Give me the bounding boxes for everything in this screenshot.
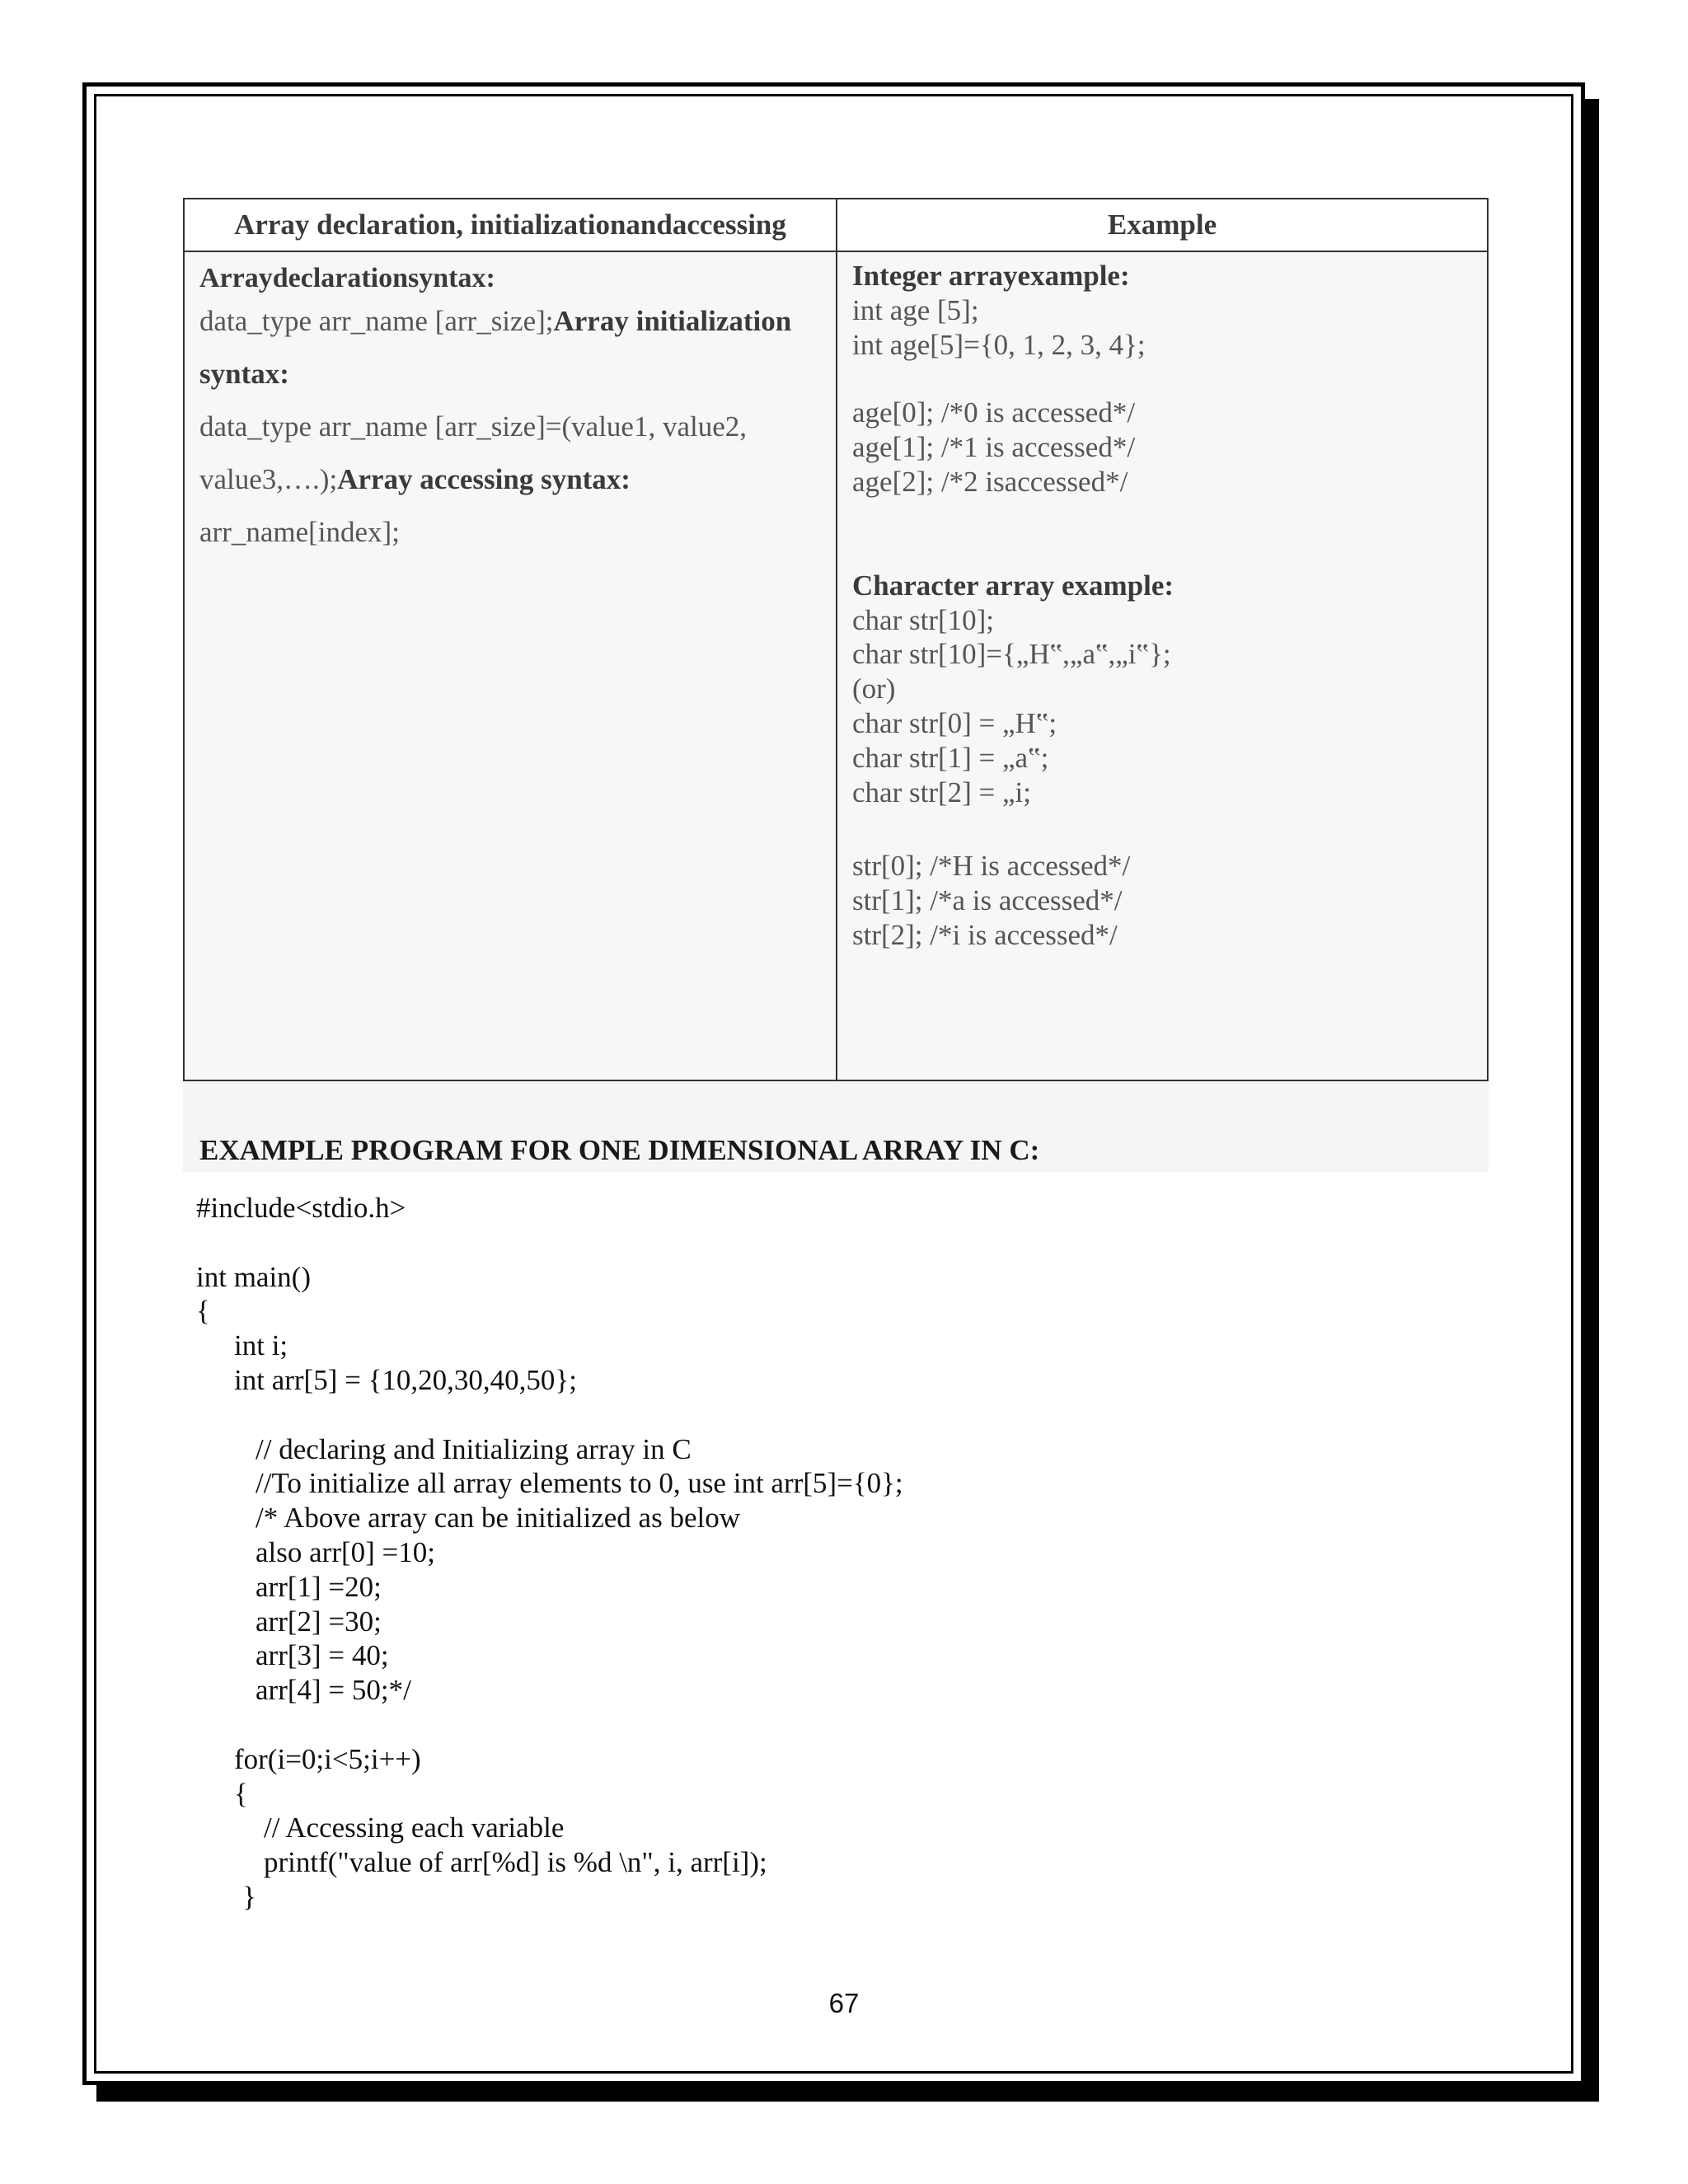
code-line: int arr[5] = {10,20,30,40,50};: [234, 1363, 577, 1396]
code-blank-line: [196, 1708, 903, 1742]
example-line: int age [5];: [852, 293, 979, 326]
code-line: also arr[0] =10;: [256, 1535, 435, 1568]
example-line: char str[2] = „i;: [852, 776, 1032, 808]
example-line: str[2]; /*i is accessed*/: [852, 918, 1118, 951]
example-line: str[1]; /*a is accessed*/: [852, 884, 1123, 917]
code-line: arr[1] =20;: [256, 1570, 382, 1603]
accessing-syntax-heading: Array accessing syntax:: [337, 463, 631, 495]
example-line: char str[10]={„H‟,„a‟,„i‟};: [852, 638, 1171, 671]
code-line: }: [242, 1880, 256, 1913]
code-blank-line: [196, 1226, 903, 1260]
header-declaration-column: Array declaration, initializationandaccessing: [184, 199, 837, 251]
code-line: /* Above array can be initialized as below: [256, 1502, 740, 1535]
code-line: int i;: [234, 1329, 288, 1362]
initialization-syntax-heading: Array initialization: [553, 305, 792, 337]
initialization-syntax-line2: value3,….);Array accessing syntax:: [199, 463, 631, 495]
code-line: arr[4] = 50;*/: [256, 1674, 411, 1707]
code-line: arr[2] =30;: [256, 1605, 382, 1638]
example-cell: [837, 251, 1488, 1080]
integer-example-heading: Integer arrayexample:: [852, 260, 1130, 292]
example-line: age[1]; /*1 is accessed*/: [852, 431, 1136, 464]
code-listing: [196, 1191, 903, 1915]
array-syntax-table: [183, 198, 1489, 1081]
code-line: //To initialize all array elements to 0, use int arr[5]={0};: [256, 1467, 903, 1500]
example-line: char str[0] = „H‟;: [852, 706, 1057, 739]
section-title: EXAMPLE PROGRAM FOR ONE DIMENSIONAL ARRAY IN C:: [199, 1134, 1040, 1166]
accessing-syntax: arr_name[index];: [199, 516, 400, 548]
table-header-row: [184, 199, 1488, 251]
example-line: int age[5]={0, 1, 2, 3, 4};: [852, 328, 1146, 361]
example-line: char str[10];: [852, 603, 995, 636]
example-line: str[0]; /*H is accessed*/: [852, 850, 1131, 883]
example-line: age[2]; /*2 isaccessed*/: [852, 465, 1128, 498]
code-blank-line: [196, 1398, 903, 1432]
code-line: // declaring and Initializing array in C: [256, 1432, 692, 1465]
page-number: 67: [828, 1988, 860, 2018]
declaration-syntax-heading: Arraydeclarationsyntax:: [199, 263, 495, 293]
code-line: for(i=0;i<5;i++): [234, 1742, 421, 1775]
code-line: arr[3] = 40;: [256, 1639, 389, 1672]
declaration-syntax: data_type arr_name [arr_size];: [199, 305, 554, 337]
character-example-heading: Character array example:: [852, 569, 1175, 602]
example-line: age[0]; /*0 is accessed*/: [852, 396, 1136, 429]
code-line: #include<stdio.h>: [196, 1192, 406, 1224]
code-line: int main(): [196, 1260, 311, 1293]
declaration-syntax-line: [199, 295, 836, 348]
initialization-syntax-line1: data_type arr_name [arr_size]=(value1, value2,: [199, 410, 747, 443]
syntax-cell: [184, 251, 837, 1080]
header-example-column: Example: [837, 199, 1488, 251]
code-line: // Accessing each variable: [264, 1811, 565, 1844]
example-line: char str[1] = „a‟;: [852, 741, 1049, 774]
table-body-row: [184, 251, 1488, 1080]
initialization-syntax-heading-cont: syntax:: [199, 358, 289, 390]
code-line: {: [196, 1295, 210, 1328]
code-line: {: [234, 1777, 248, 1810]
example-line: (or): [852, 673, 896, 705]
code-line: printf("value of arr[%d] is %d \n", i, arr[i]);: [264, 1846, 767, 1879]
